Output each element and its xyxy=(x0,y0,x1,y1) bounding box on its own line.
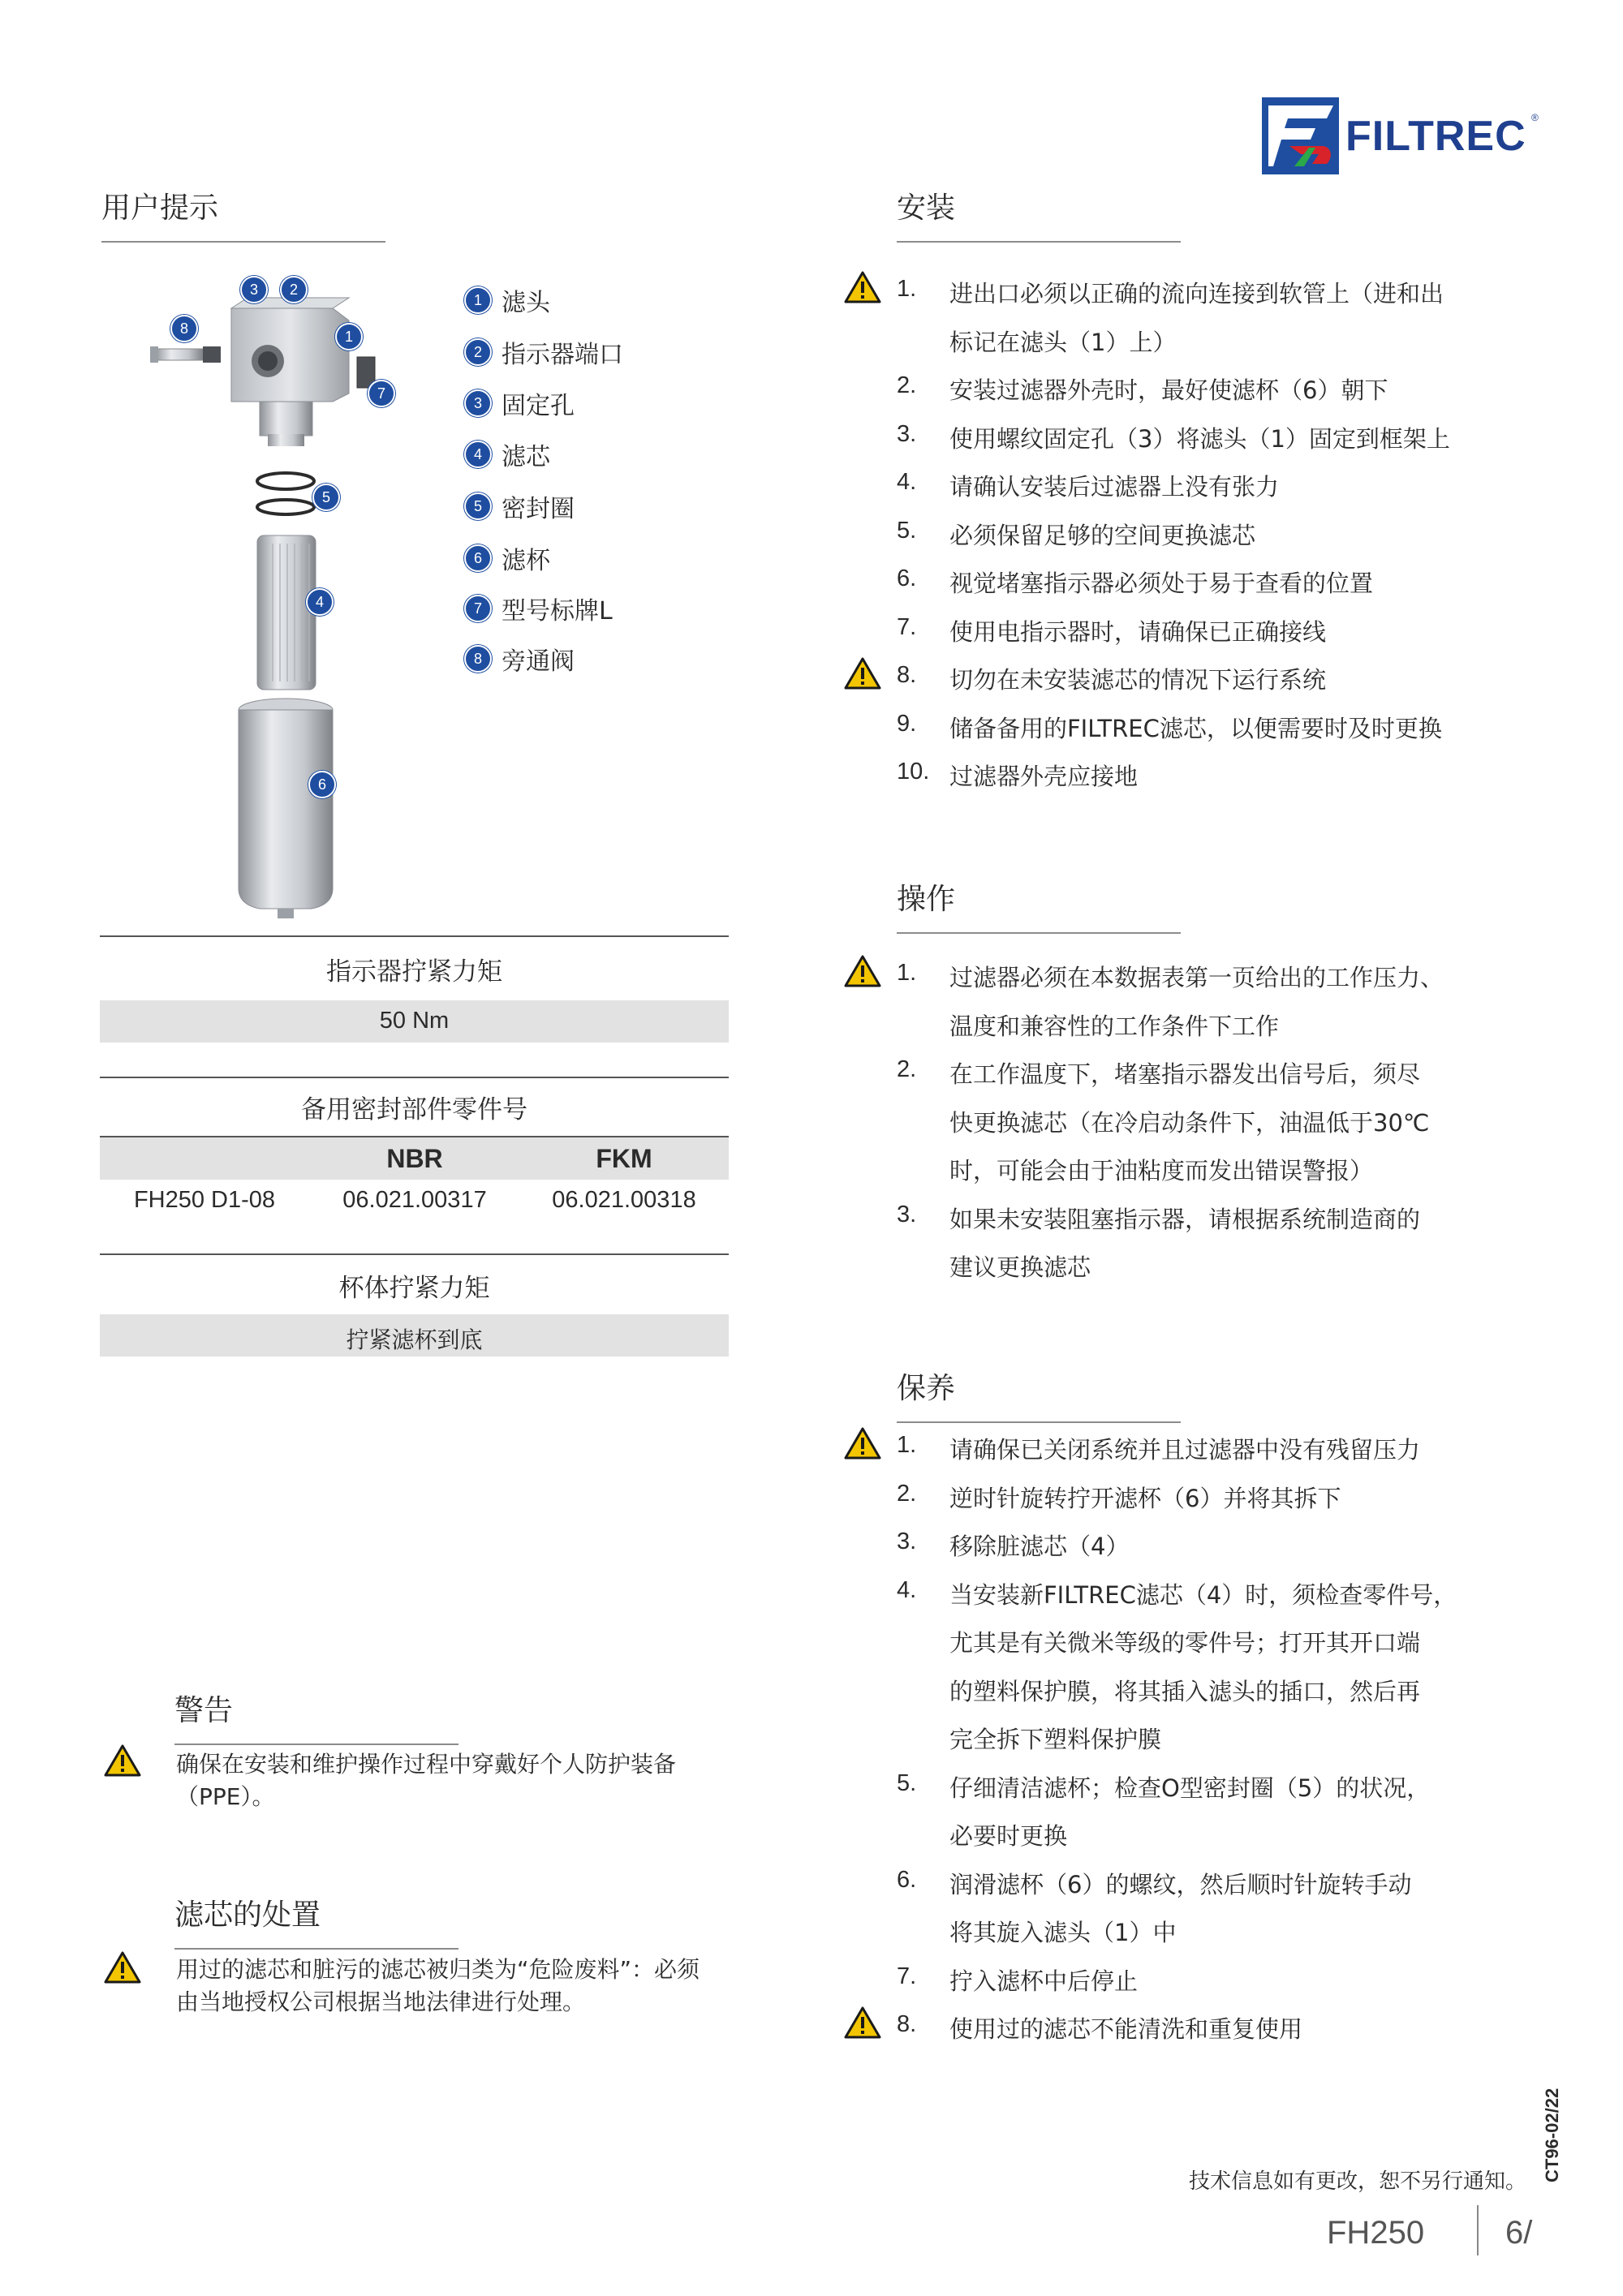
install-item-number: 1. xyxy=(897,276,917,302)
maintenance-item-number: 2. xyxy=(897,1480,917,1507)
registered-mark: ® xyxy=(1531,112,1539,123)
warning-triangle-icon xyxy=(844,657,881,690)
legend-badge: 7 xyxy=(464,595,492,622)
callout-3: 3 xyxy=(240,276,268,303)
brand-name: FILTREC xyxy=(1345,113,1526,160)
install-heading: 安装 xyxy=(897,185,1181,243)
indicator-torque-title: 指示器拧紧力矩 xyxy=(326,957,502,987)
install-item-text: 使用螺纹固定孔（3）将滤头（1）固定到框架上 xyxy=(949,424,1450,453)
maintenance-item-number: 5. xyxy=(897,1769,917,1796)
operation-item-text: 温度和兼容性的工作条件下工作 xyxy=(949,1012,1280,1040)
table-rule xyxy=(100,935,729,937)
install-item-text: 切勿在未安装滤芯的情况下运行系统 xyxy=(949,666,1327,694)
maintenance-item-text: 请确保已关闭系统并且过滤器中没有残留压力 xyxy=(949,1436,1421,1464)
warning-triangle-icon xyxy=(104,1951,141,1984)
maintenance-item-number: 7. xyxy=(897,1963,917,1989)
legend-label: 滤头 xyxy=(502,289,550,317)
install-item-text: 安装过滤器外壳时，最好使滤杯（6）朝下 xyxy=(949,376,1388,404)
install-item-number: 8. xyxy=(897,662,917,688)
warning-heading: 警告 xyxy=(174,1688,458,1745)
legend-badge: 1 xyxy=(464,286,492,314)
maintenance-item-text: 完全拆下塑料保护膜 xyxy=(949,1726,1162,1753)
maintenance-item-text: 逆时针旋转拧开滤杯（6）并将其拆下 xyxy=(949,1484,1341,1512)
install-item-number: 9. xyxy=(897,710,917,737)
legend-item-indicator-port xyxy=(464,336,623,368)
callout-1: 1 xyxy=(335,323,363,350)
legend-label: 密封圈 xyxy=(502,495,575,523)
seal-kit-model: FH250 D1-08 xyxy=(133,1187,276,1213)
install-item-number: 5. xyxy=(897,517,917,544)
maintenance-item-text: 将其旋入滤头（1）中 xyxy=(949,1919,1177,1946)
document-code: CT96-02/22 xyxy=(1542,2087,1562,2182)
install-item-number: 10. xyxy=(897,759,930,785)
operation-heading: 操作 xyxy=(897,876,1181,934)
operation-item-text: 时，可能会由于油粘度而发出错误警报） xyxy=(949,1157,1374,1185)
install-item-text: 进出口必须以正确的流向连接到软管上（进和出 xyxy=(949,280,1444,307)
table-rule xyxy=(100,1077,729,1078)
legend-item-bypass xyxy=(464,643,575,675)
filter-bowl-part xyxy=(239,699,333,918)
maintenance-item-text: 润滑滤杯（6）的螺纹，然后顺时针旋转手动 xyxy=(949,1870,1412,1898)
legend-label: 滤芯 xyxy=(502,443,550,471)
table-rule xyxy=(100,1253,729,1255)
maintenance-item-number: 6. xyxy=(897,1866,917,1893)
maintenance-item-number: 8. xyxy=(897,2011,917,2037)
disposal-line-2: 由当地授权公司根据当地法律进行处理。 xyxy=(176,1989,586,2015)
indicator-torque-value: 50 Nm xyxy=(379,1008,450,1034)
callout-6: 6 xyxy=(308,771,336,798)
bowl-torque-title: 杯体拧紧力矩 xyxy=(338,1274,490,1303)
warning-triangle-icon xyxy=(844,955,881,987)
legend-item-bowl xyxy=(464,542,550,574)
seal-ring-part xyxy=(257,473,314,489)
warning-triangle-icon xyxy=(844,2006,881,2039)
warning-triangle-icon xyxy=(844,271,881,303)
seal-kit-fkm-code: 06.021.00318 xyxy=(552,1187,696,1213)
operation-item-text: 在工作温度下，堵塞指示器发出信号后，须尽 xyxy=(949,1060,1421,1088)
maintenance-item-text: 移除脏滤芯（4） xyxy=(949,1533,1130,1560)
callout-2: 2 xyxy=(280,276,308,303)
install-item-number: 7. xyxy=(897,613,917,640)
legend-item-element xyxy=(464,438,550,471)
maintenance-item-number: 4. xyxy=(897,1576,917,1603)
legend-badge: 8 xyxy=(464,645,492,673)
callout-7: 7 xyxy=(368,380,395,407)
operation-item-text: 过滤器必须在本数据表第一页给出的工作压力、 xyxy=(949,964,1444,991)
operation-item-number: 2. xyxy=(897,1056,917,1082)
install-item-text: 标记在滤头（1）上） xyxy=(949,328,1177,356)
legend-item-head xyxy=(464,284,550,316)
filter-element-part xyxy=(257,535,316,690)
install-item-number: 3. xyxy=(897,420,917,447)
filter-exploded-view xyxy=(146,272,406,921)
maintenance-heading: 保养 xyxy=(897,1365,1181,1423)
warning-line-1: 确保在安装和维护操作过程中穿戴好个人防护装备 xyxy=(176,1751,677,1778)
legend-badge: 6 xyxy=(464,544,492,572)
callout-4: 4 xyxy=(306,588,334,616)
install-item-number: 4. xyxy=(897,469,917,495)
legend-badge: 2 xyxy=(464,338,492,366)
maintenance-item-text: 尤其是有关微米等级的零件号；打开其开口端 xyxy=(949,1629,1421,1657)
maintenance-item-text: 拧入滤杯中后停止 xyxy=(949,1967,1139,1995)
footer-model: FH250 xyxy=(1327,2215,1425,2251)
filtrec-logo-mark-icon xyxy=(1262,97,1339,174)
seal-kit-header-fkm: FKM xyxy=(596,1144,652,1173)
footer-notice: 技术信息如有更改，恕不另行通知。 xyxy=(1189,2169,1527,2194)
footer-divider xyxy=(1477,2205,1479,2255)
filter-head-part xyxy=(231,298,349,446)
install-item-text: 视觉堵塞指示器必须处于易于查看的位置 xyxy=(949,570,1374,597)
bypass-valve-part xyxy=(150,346,221,363)
warning-triangle-icon xyxy=(844,1427,881,1460)
legend-label: 滤杯 xyxy=(502,547,550,575)
maintenance-item-text: 仔细清洁滤杯；检查O型密封圈（5）的状况， xyxy=(949,1774,1431,1802)
callout-8: 8 xyxy=(170,315,198,342)
install-item-text: 请确认安装后过滤器上没有张力 xyxy=(949,473,1280,501)
legend-label: 固定孔 xyxy=(502,392,575,420)
install-item-text: 必须保留足够的空间更换滤芯 xyxy=(949,521,1256,549)
seal-kit-title: 备用密封部件零件号 xyxy=(301,1095,527,1124)
operation-item-text: 如果未安装阻塞指示器，请根据系统制造商的 xyxy=(949,1205,1421,1233)
seal-kit-header-nbr: NBR xyxy=(386,1144,443,1173)
warning-line-2: （PPE）。 xyxy=(176,1783,275,1810)
disposal-heading: 滤芯的处置 xyxy=(174,1892,458,1950)
operation-item-text: 建议更换滤芯 xyxy=(949,1253,1091,1281)
install-item-text: 储备备用的FILTREC滤芯，以便需要时及时更换 xyxy=(949,714,1442,742)
maintenance-item-number: 3. xyxy=(897,1529,917,1554)
legend-label: 型号标牌L xyxy=(502,597,613,626)
legend-item-nameplate xyxy=(464,592,613,625)
install-item-text: 使用电指示器时，请确保已正确接线 xyxy=(949,617,1327,646)
maintenance-item-text: 当安装新FILTREC滤芯（4）时，须检查零件号， xyxy=(949,1580,1457,1609)
filtrec-logo xyxy=(1262,97,1542,174)
page-number: 6/ xyxy=(1505,2215,1533,2251)
maintenance-item-text: 使用过的滤芯不能清洗和重复使用 xyxy=(949,2015,1303,2043)
disposal-line-1: 用过的滤芯和脏污的滤芯被归类为“危险废料”：必须 xyxy=(176,1956,700,1983)
operation-item-text: 快更换滤芯（在冷启动条件下，油温低于30℃ xyxy=(949,1108,1430,1137)
legend-badge: 4 xyxy=(464,441,492,468)
legend-badge: 3 xyxy=(464,389,492,417)
install-item-number: 6. xyxy=(897,565,917,591)
bowl-torque-value: 拧紧滤杯到底 xyxy=(346,1326,483,1353)
install-item-number: 2. xyxy=(897,372,917,398)
maintenance-item-text: 必要时更换 xyxy=(949,1822,1068,1850)
maintenance-item-text: 的塑料保护膜，将其插入滤头的插口，然后再 xyxy=(949,1677,1421,1705)
callout-5: 5 xyxy=(312,484,340,511)
operation-item-number: 3. xyxy=(897,1201,917,1228)
maintenance-item-number: 1. xyxy=(897,1432,917,1458)
legend-label: 旁通阀 xyxy=(502,647,575,676)
legend-badge: 5 xyxy=(464,492,492,520)
operation-item-number: 1. xyxy=(897,960,917,986)
legend-item-fixing-holes xyxy=(464,387,575,419)
legend-label: 指示器端口 xyxy=(502,341,623,369)
legend-item-seal xyxy=(464,490,575,522)
user-tips-heading: 用户提示 xyxy=(101,185,385,243)
install-item-text: 过滤器外壳应接地 xyxy=(949,763,1139,790)
seal-kit-nbr-code: 06.021.00317 xyxy=(342,1187,487,1213)
warning-triangle-icon xyxy=(104,1744,141,1777)
